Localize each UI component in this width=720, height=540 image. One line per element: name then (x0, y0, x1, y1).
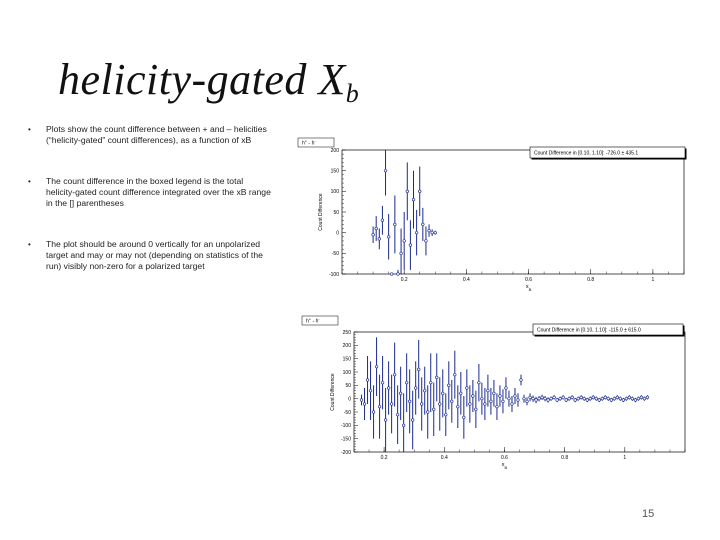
point-marker (511, 403, 514, 406)
point-marker (460, 392, 463, 395)
y-tick-label: 100 (330, 189, 339, 196)
point-marker (417, 368, 420, 371)
point-marker (375, 365, 378, 368)
point-marker (526, 400, 529, 403)
x-tick-label: 0.8 (561, 455, 569, 461)
point-marker (378, 405, 381, 408)
point-marker (472, 395, 475, 398)
bullet-item: • The plot should be around 0 vertically for an unpolarized target and may or may not (depending on statistics of the run) visibly non-zero for a polarized target (28, 239, 274, 272)
point-marker (520, 379, 523, 382)
plot-frame (342, 150, 684, 274)
point-marker (583, 397, 586, 400)
point-marker (381, 381, 384, 384)
point-marker (619, 397, 622, 400)
point-marker (466, 387, 469, 390)
point-marker (381, 219, 384, 222)
point-marker (420, 403, 423, 406)
point-marker (396, 413, 399, 416)
x-tick-label: 0.2 (380, 455, 388, 461)
point-marker (454, 373, 457, 376)
point-marker (402, 424, 405, 427)
point-marker (505, 387, 508, 390)
point-marker (538, 397, 541, 400)
legend-text: Count Difference in [0.10, 1.10]: -726.0 ± 435.1 (534, 150, 639, 157)
point-marker (434, 231, 437, 234)
point-marker (508, 397, 511, 400)
point-marker (432, 408, 435, 411)
point-marker (487, 389, 490, 392)
point-marker (435, 376, 438, 379)
point-marker (394, 223, 397, 226)
point-marker (607, 397, 610, 400)
x-tick-label: 1 (651, 277, 655, 283)
x-axis-label: $x_B$ (525, 284, 532, 292)
point-marker (499, 395, 502, 398)
point-marker (406, 190, 409, 193)
point-marker (378, 238, 381, 241)
point-marker (366, 379, 369, 382)
point-marker (400, 252, 403, 255)
point-marker (550, 397, 553, 400)
point-marker (577, 397, 580, 400)
bullet-item: • Plots show the count difference between + and – helicities (“helicity-gated” count differences), as a function of xB (28, 124, 274, 146)
point-marker (475, 408, 478, 411)
x-tick-label: 1 (623, 455, 627, 461)
legend-text: Count Difference in [0.10, 1.10]: -115.0 ± 615.0 (537, 327, 641, 334)
point-marker (574, 399, 577, 402)
point-marker (565, 399, 568, 402)
y-tick-label: -200 (340, 449, 351, 456)
point-marker (387, 387, 390, 390)
point-marker (625, 397, 628, 400)
slide-title-main: helicity-gated X (58, 55, 346, 104)
point-marker (390, 403, 393, 406)
point-marker (559, 397, 562, 400)
point-marker (631, 397, 634, 400)
chart-bottom (300, 314, 690, 468)
chart-bottom-svg (300, 314, 690, 468)
histogram-tag: h+ - h- (302, 138, 316, 147)
point-marker (363, 403, 366, 406)
y-tick-label: 250 (342, 329, 351, 336)
point-marker (411, 419, 414, 422)
point-marker (592, 396, 595, 399)
point-marker (643, 397, 646, 400)
point-marker (469, 403, 472, 406)
y-tick-label: 200 (342, 343, 351, 350)
histogram-tag: h+ - h- (306, 316, 320, 325)
y-tick-label: 0 (336, 230, 339, 237)
point-marker (535, 399, 538, 402)
slide-title-subscript: b (345, 79, 360, 108)
y-tick-label: 50 (333, 209, 339, 216)
point-marker (481, 397, 484, 400)
point-marker (463, 416, 466, 419)
point-marker (390, 273, 393, 276)
point-marker (418, 190, 421, 193)
point-marker (532, 397, 535, 400)
point-marker (640, 396, 643, 399)
x-tick-label: 0.2 (400, 277, 408, 283)
point-marker (637, 397, 640, 400)
bullet-list (28, 124, 274, 302)
point-marker (375, 227, 378, 230)
point-marker (360, 399, 363, 402)
point-marker (547, 399, 550, 402)
y-tick-label: 200 (330, 147, 339, 154)
point-marker (517, 399, 520, 402)
point-marker (529, 396, 532, 399)
point-marker (429, 381, 432, 384)
point-marker (616, 396, 619, 399)
point-marker (502, 400, 505, 403)
point-marker (634, 399, 637, 402)
point-marker (490, 400, 493, 403)
point-marker (393, 373, 396, 376)
x-tick-label: 0.8 (587, 277, 595, 283)
point-marker (372, 411, 375, 414)
y-tick-label: -100 (340, 423, 351, 430)
point-marker (397, 273, 400, 276)
point-marker (415, 231, 418, 234)
point-marker (384, 169, 387, 172)
point-marker (414, 387, 417, 390)
point-marker (523, 397, 526, 400)
point-marker (622, 399, 625, 402)
point-marker (387, 236, 390, 239)
point-marker (372, 233, 375, 236)
point-marker (408, 400, 411, 403)
point-marker (403, 240, 406, 243)
point-marker (646, 396, 649, 399)
point-marker (428, 229, 431, 232)
y-axis-label: Count Difference (330, 373, 336, 411)
point-marker (628, 396, 631, 399)
chart-top (296, 136, 686, 292)
point-marker (595, 397, 598, 400)
point-marker (426, 411, 429, 414)
point-marker (444, 413, 447, 416)
y-tick-label: -150 (340, 436, 351, 443)
point-marker (431, 231, 434, 234)
point-marker (412, 198, 415, 201)
point-marker (496, 405, 499, 408)
point-marker (553, 396, 556, 399)
point-marker (514, 395, 517, 398)
y-axis-label: Count Difference (318, 193, 324, 231)
x-tick-label: 0.6 (525, 277, 533, 283)
y-tick-label: 100 (342, 369, 351, 376)
y-tick-label: 150 (342, 356, 351, 363)
point-marker (586, 399, 589, 402)
page-number: 15 (642, 508, 655, 520)
x-tick-label: 0.4 (462, 277, 470, 283)
point-marker (589, 397, 592, 400)
point-marker (556, 399, 559, 402)
point-marker (484, 403, 487, 406)
bullet-item: • The count difference in the boxed legend is the total helicity-gated count difference integrated over the xB range in the [] parentheses (28, 176, 274, 209)
point-marker (405, 381, 408, 384)
point-marker (422, 223, 425, 226)
point-marker (562, 396, 565, 399)
point-marker (450, 400, 453, 403)
point-marker (457, 405, 460, 408)
point-marker (604, 396, 607, 399)
x-tick-label: 0.4 (440, 455, 448, 461)
point-marker (598, 399, 601, 402)
point-marker (438, 403, 441, 406)
y-tick-label: -50 (331, 251, 339, 258)
y-tick-label: 150 (330, 168, 339, 175)
point-marker (541, 396, 544, 399)
point-marker (369, 389, 372, 392)
x-tick-label: 0.6 (500, 455, 508, 461)
point-marker (441, 392, 444, 395)
x-axis-label: $x_B$ (501, 462, 508, 470)
point-marker (544, 397, 547, 400)
point-marker (568, 397, 571, 400)
point-marker (580, 396, 583, 399)
y-tick-label: 0 (348, 396, 351, 403)
slide-title (58, 54, 359, 109)
point-marker (447, 384, 450, 387)
y-tick-label: -100 (328, 271, 339, 278)
point-marker (610, 399, 613, 402)
point-marker (409, 244, 412, 247)
point-marker (384, 419, 387, 422)
point-marker (423, 389, 426, 392)
point-marker (571, 396, 574, 399)
y-tick-label: -50 (343, 409, 351, 416)
point-marker (601, 397, 604, 400)
chart-top-svg (296, 136, 686, 292)
point-marker (493, 392, 496, 395)
y-tick-label: 50 (345, 383, 351, 390)
point-marker (478, 381, 481, 384)
data-point (390, 273, 393, 276)
point-marker (613, 397, 616, 400)
point-marker (425, 240, 428, 243)
point-marker (399, 392, 402, 395)
